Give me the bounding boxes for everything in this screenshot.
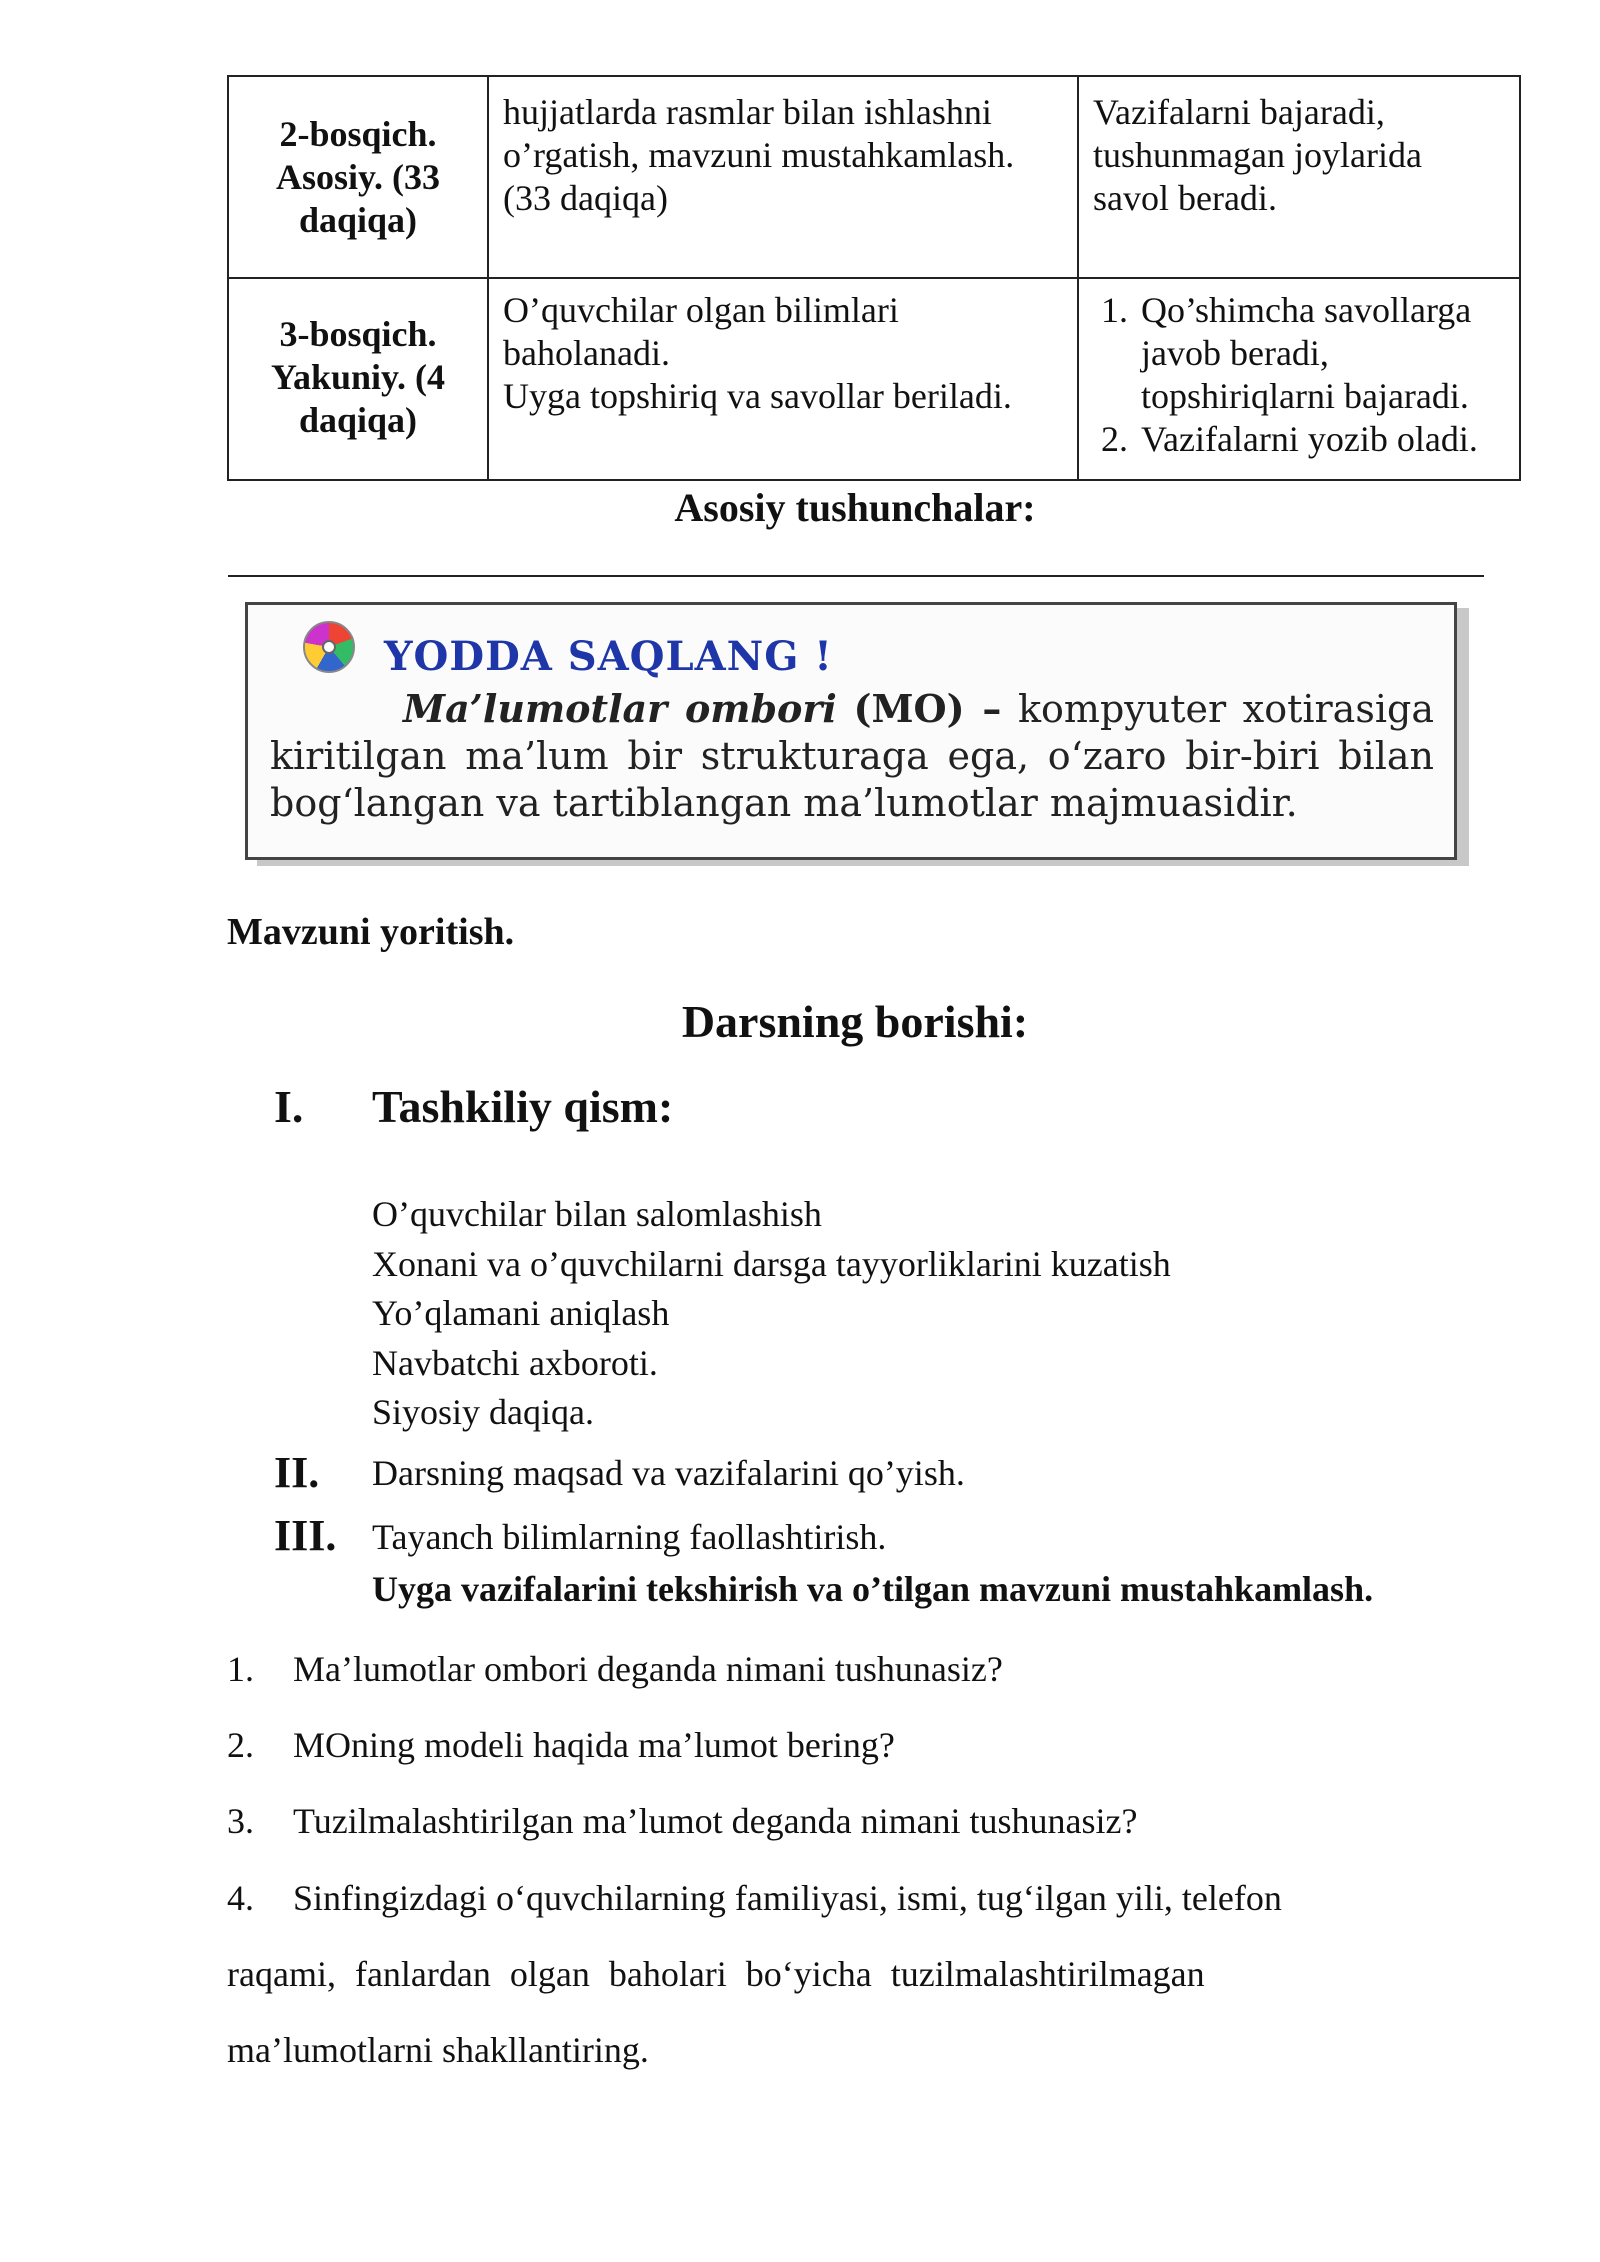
student-line: savol beradi. [1093,178,1277,218]
section-number: I. [274,1081,304,1132]
teacher-line: (33 daqiqa) [503,178,668,218]
question-continuation: ma’lumotlarni shakllantiring. [227,2030,649,2070]
question-item [227,1800,1138,1842]
remember-box [245,602,1457,860]
stage-line: Asosiy. (33 [275,156,441,197]
stage-line: 3-bosqich. [279,313,437,354]
question-text: Ma’lumotlar ombori deganda nimani tushunasiz? [293,1649,1003,1689]
stage-line: Yakuniy. (4 [270,356,446,397]
question-continuation: raqami, fanlardan olgan baholari bo‘yicha tuzilmalashtirilmagan [227,1954,1205,1994]
lesson-heading: Darsning borishi: [681,996,1029,1047]
stage-cell [228,76,488,278]
stage-line: daqiqa) [298,199,418,240]
definition-body: kompyuter xotirasiga kiritilgan ma’lum bir strukturaga ega, o‘zaro bir-biri bilan bog‘langan va tartiblangan ma’lumotlar majmuasidir. [270,687,1434,825]
remember-title: YODDA SAQLANG ! [384,633,833,680]
question-number: 4. [227,1878,254,1918]
horizontal-divider [228,575,1484,577]
table-row [228,278,1520,480]
question-item [227,1724,895,1766]
organization-list [372,1190,1171,1438]
question-text: MOning modeli haqida ma’lumot bering? [293,1725,895,1765]
list-item: 1. Qo’shimcha savollarga javob beradi, topshiriqlarni bajaradi. [1137,289,1505,418]
stage-line: daqiqa) [298,399,418,440]
stage-line: 2-bosqich. [279,113,437,154]
section-number: III. [274,1511,337,1560]
teacher-line: baholanadi. [503,333,670,373]
question-item [227,1877,1282,1919]
teacher-activity-cell [488,76,1078,278]
list-item: Xonani va o’quvchilarni darsga tayyorliklarini kuzatish [372,1243,1171,1284]
section-title: Tashkiliy qism: [372,1081,674,1132]
section-text: Darsning maqsad va vazifalarini qo’yish. [372,1453,965,1493]
teacher-line: hujjatlarda rasmlar bilan ishlashni [503,92,992,132]
cd-disc-icon [303,621,355,673]
student-list [1093,289,1505,461]
definition-abbr: (MO) – [853,686,1002,731]
question-item [227,1648,1003,1690]
student-line: tushunmagan joylarida [1093,135,1422,175]
student-activity-cell [1078,278,1520,480]
stage-cell [228,278,488,480]
student-line: Vazifalarni bajaradi, [1093,92,1385,132]
remember-definition [270,685,1434,827]
list-item: Siyosiy daqiqa. [372,1392,594,1432]
section-subtitle: Uyga vazifalarini tekshirish va o’tilgan mavzuni mustahkamlash. [372,1569,1374,1609]
teacher-line: o’rgatish, mavzuni mustahkamlash. [503,135,1015,175]
teacher-line: Uyga topshiriq va savollar beriladi. [503,376,1012,416]
definition-term: Ma’lumotlar ombori [403,686,837,731]
question-number: 3. [227,1801,254,1841]
question-number: 2. [227,1725,254,1765]
topic-label: Mavzuni yoritish. [227,911,515,953]
table-row [228,76,1520,278]
section-number: II. [274,1448,320,1497]
concepts-heading: Asosiy tushunchalar: [674,485,1036,530]
teacher-line: O’quvchilar olgan bilimlari [503,290,899,330]
section-text: Tayanch bilimlarning faollashtirish. [372,1517,887,1557]
list-item: O’quvchilar bilan salomlashish [372,1194,822,1234]
list-item: 2. Vazifalarni yozib oladi. [1137,418,1505,461]
list-item: Yo’qlamani aniqlash [372,1293,670,1333]
list-item: Navbatchi axboroti. [372,1342,658,1383]
question-text: Tuzilmalashtirilgan ma’lumot deganda nimani tushunasiz? [293,1801,1138,1841]
student-activity-cell [1078,76,1520,278]
question-text: Sinfingizdagi o‘quvchilarning familiyasi, ismi, tug‘ilgan yili, telefon [293,1878,1282,1918]
lesson-plan-table [227,75,1521,481]
teacher-activity-cell [488,278,1078,480]
question-number: 1. [227,1649,254,1689]
